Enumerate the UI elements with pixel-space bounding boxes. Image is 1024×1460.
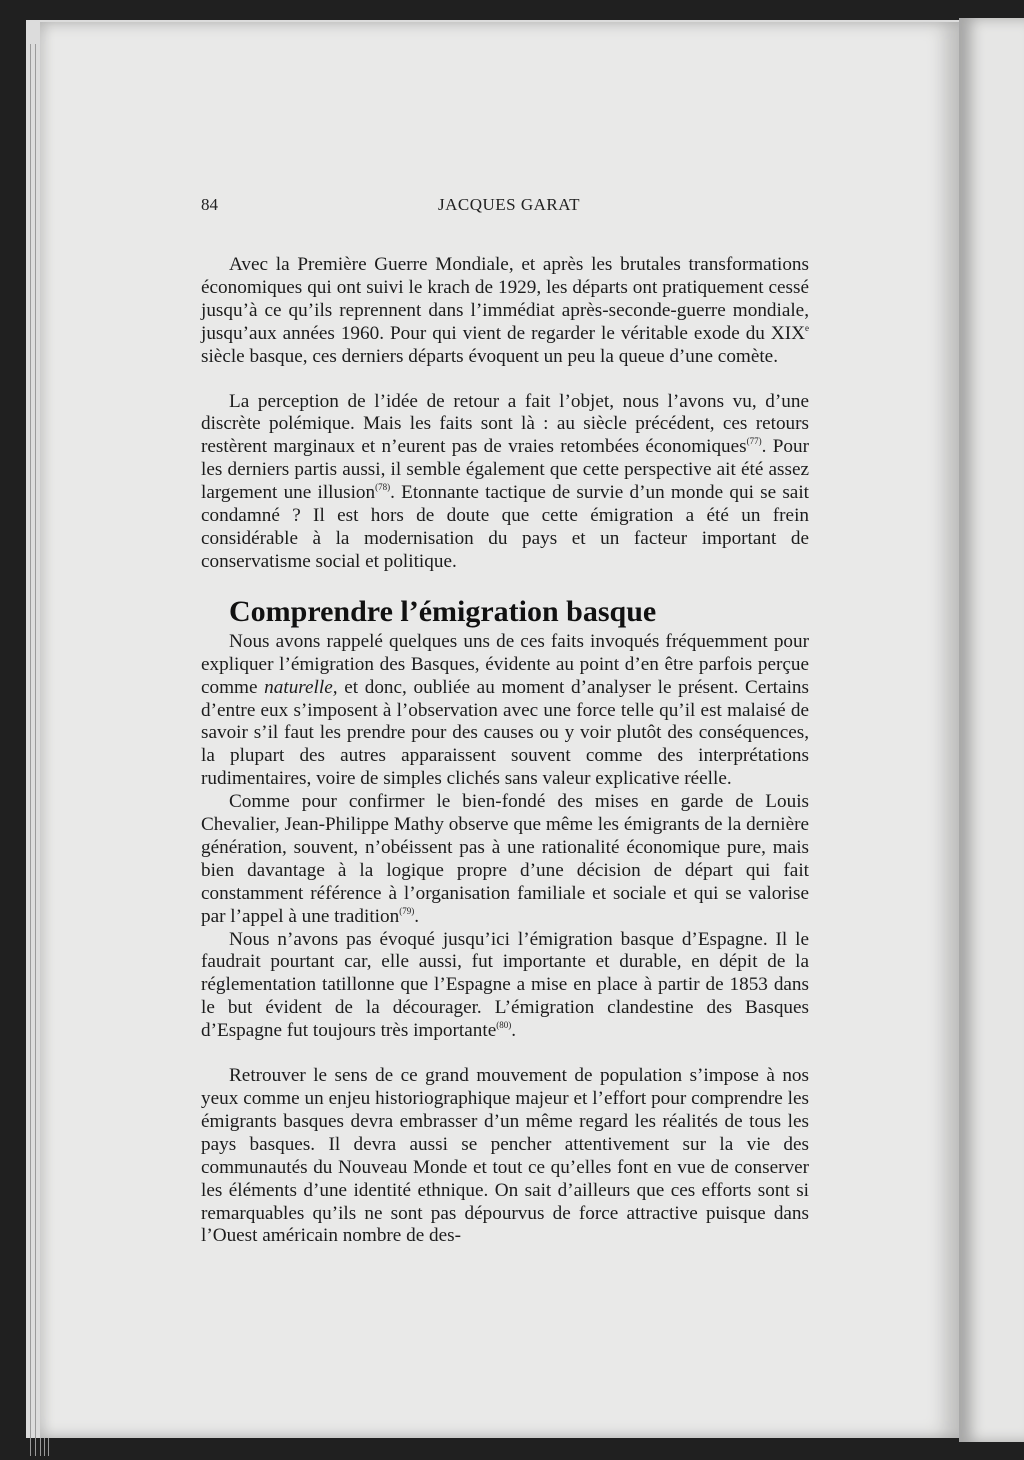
page-edge-line <box>30 44 31 1456</box>
paragraph-3 <box>201 631 809 791</box>
paragraph-text: Nous avons rappelé quelques uns de ces faits invoqués fréquemment pour expliquer l’émigration des Basques, évidente au point d’en être parfois perçue comme <box>201 630 809 698</box>
paragraph-text: . Pour les derniers partis aussi, il semble également que cette perspective ait été assez largement une illusion <box>201 436 810 504</box>
paragraph-5 <box>201 929 809 1044</box>
paragraph-text: Retrouver le sens de ce grand mouvement de population s’impose à nos yeux comme un enjeu historiographique majeur et l’effort pour comprendre les émigrants basques devra embrasser d’un même regard les réalités de tous les pays basques. Il devra aussi se pencher attentivement sur la vie des communautés du Nouveau Monde et tout ce qu’elles font en vue de conserver les éléments d’une identité ethnique. On sait d’ailleurs que ces efforts sont si remarquables qu’ils ne sont pas dépourvus de force attractive puisque dans l’Ouest américain nombre de des- <box>201 1065 809 1247</box>
paragraph-text: Comme pour confirmer le bien-fondé des mises en garde de Louis Chevalier, Jean-Philippe Mathy observe que même les émigrants de la dernière génération, souvent, n’obéissent pas à une rationalité économique pure, mais bien davantage à la logique propre d’une décision de départ qui fait constamment référence à l’organisation familiale et sociale et qui se valorise par l’appel à une tradition <box>201 791 809 927</box>
paragraph-text: Nous n’avons pas évoqué jusqu’ici l’émigration basque d’Espagne. Il le faudrait pourtant car, elle aussi, fut importante et durable, en dépit de la réglementation tatillonne que l’Espagne a mise en place à partir de 1853 dans le but évident de la décourager. L’émigration clandestine des Basques d’Espagne fut toujours très importante <box>201 928 809 1042</box>
paragraph-text: . <box>511 1020 517 1042</box>
paragraph-2 <box>201 391 809 574</box>
paragraph-text: . <box>414 905 419 927</box>
page-number: 84 <box>201 195 218 214</box>
footnote-ref-77: (77) <box>746 436 762 447</box>
superscript: e <box>805 322 809 333</box>
footnote-ref-78: (78) <box>375 482 391 493</box>
italic-word: naturelle, <box>264 676 338 698</box>
running-head: JACQUES GARAT <box>438 195 581 214</box>
page-header <box>40 195 959 217</box>
footnote-ref-79: (79) <box>399 905 415 916</box>
paragraph-text: siècle basque, ces derniers départs évoquent un peu la queue d’une comète. <box>201 345 778 367</box>
book-page <box>40 22 959 1438</box>
paragraph-text: . Etonnante tactique de survie d’un monde qui se sait condamné ? Il est hors de doute que cette émigration a été un frein considérable à la modernisation du pays et un facteur important de conservatisme social et politique. <box>201 482 809 572</box>
facing-page-edge <box>959 18 1024 1442</box>
paragraph-4 <box>201 791 809 928</box>
page-edge-line <box>35 44 36 1456</box>
section-heading: Comprendre l’émigration basque <box>229 594 657 628</box>
paragraph-6 <box>201 1065 809 1248</box>
paragraph-text: Avec la Première Guerre Mondiale, et après les brutales transformations économiques qui ont suivi le krach de 1929, les départs ont pratiquement cessé jusqu’à ce qu’ils reprennent dans l’immédiat après-seconde-guerre mondiale, jusqu’aux années 1960. Pour qui vient de regarder le véritable exode du XIX <box>201 254 809 344</box>
paragraph-text: et donc, oubliée au moment d’analyser le présent. Certains d’entre eux s’imposent à l’observation avec une force telle qu’il est malaisé de savoir s’il faut les prendre pour des causes ou y voir plutôt des conséquences, la plupart des autres apparaissent souvent comme des interprétations rudimentaires, voire de simples clichés sans valeur explicative réelle. <box>201 676 809 790</box>
body-text <box>201 254 809 1248</box>
paragraph-1 <box>201 254 809 369</box>
paragraph-text: La perception de l’idée de retour a fait l’objet, nous l’avons vu, d’une discrète polémique. Mais les faits sont là : au siècle précédent, ces retours restèrent marginaux et n’eurent pas de vraies retombées économiques <box>201 390 809 458</box>
footnote-ref-80: (80) <box>496 1020 512 1031</box>
